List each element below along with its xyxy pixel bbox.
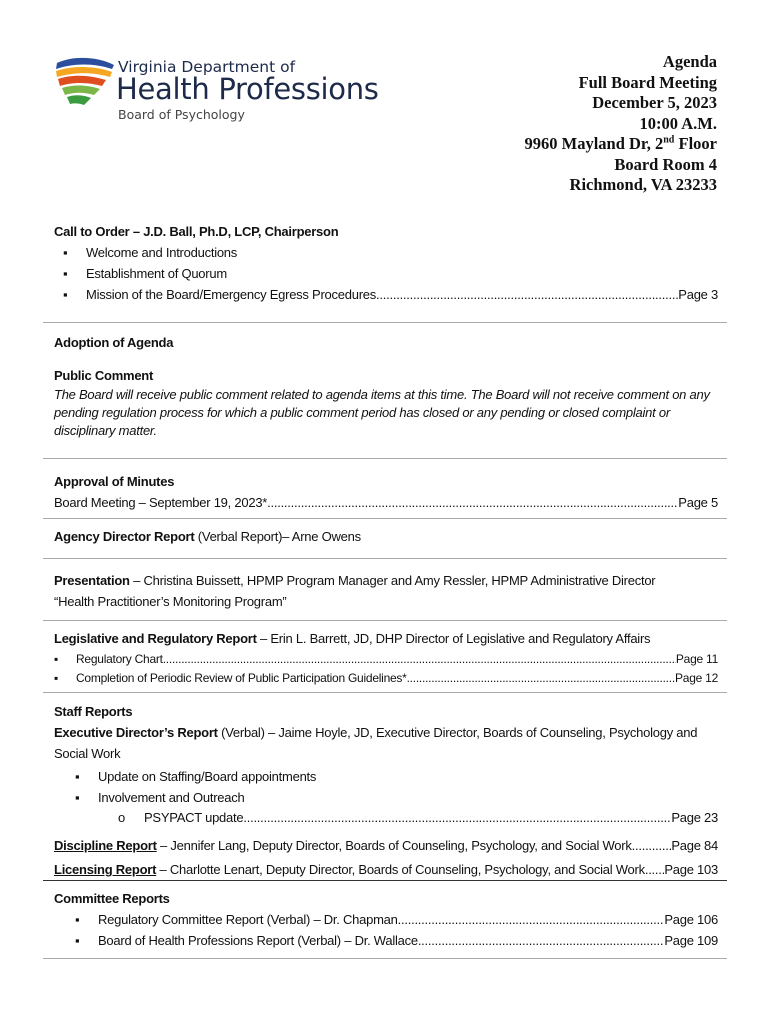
list-item-text: Regulatory Committee Report (Verbal) – Dr. Chapman xyxy=(98,912,398,927)
call-to-order-heading: Call to Order – J.D. Ball, Ph.D, LCP, Chairperson xyxy=(54,224,339,239)
licensing-report-text: – Charlotte Lenart, Deputy Director, Boards of Counseling, Psychology, and Social Work xyxy=(156,862,645,877)
committee-reports-list xyxy=(54,909,718,951)
discipline-report-text: – Jennifer Lang, Deputy Director, Boards of Counseling, Psychology, and Social Work xyxy=(156,838,632,853)
address-floor: Floor xyxy=(674,134,717,153)
meeting-type: Full Board Meeting xyxy=(578,72,717,92)
list-item xyxy=(54,808,718,829)
committee-reports-heading: Committee Reports xyxy=(54,891,170,906)
minutes-item xyxy=(54,492,718,513)
public-comment-text: disciplinary matter. xyxy=(54,423,157,438)
page-reference: Page 84 xyxy=(671,838,718,853)
list-item-text: Involvement and Outreach xyxy=(98,789,245,805)
section-divider xyxy=(43,322,727,323)
list-item: ▪ Board of Health Professions Report (Verbal) – Dr. Wallace ..... Page 109 xyxy=(54,930,718,951)
agency-director-text: (Verbal Report)– Arne Owens xyxy=(194,529,361,544)
logo-line-2: Health Professions xyxy=(116,72,379,106)
section-divider xyxy=(43,558,727,559)
list-item: ▪ Mission of the Board/Emergency Egress Procedures ..... Page 3 xyxy=(54,284,718,305)
committee-reports-section xyxy=(54,888,718,909)
section-divider xyxy=(43,518,727,519)
adoption-section xyxy=(54,332,718,353)
list-item-text: Welcome and Introductions xyxy=(86,245,238,260)
legislative-list xyxy=(54,650,718,688)
dhp-swoosh-icon xyxy=(54,57,116,109)
page-reference: Page 11 xyxy=(675,652,718,666)
meeting-city: Richmond, VA 23233 xyxy=(569,175,717,194)
page-reference: Page 23 xyxy=(671,810,718,825)
agency-director-section xyxy=(54,526,718,547)
section-divider xyxy=(43,458,727,459)
list-item-text: Completion of Periodic Review of Public Participation Guidelines* xyxy=(76,671,407,685)
section-divider xyxy=(43,958,727,959)
discipline-licensing xyxy=(54,834,718,882)
sub-bullet: o xyxy=(118,810,125,825)
list-item-text: Board of Health Professions Report (Verbal) – Dr. Wallace xyxy=(98,933,418,948)
meeting-room: Board Room 4 xyxy=(614,154,717,174)
meeting-address xyxy=(525,134,718,155)
agency-director-label: Agency Director Report xyxy=(54,529,195,544)
list-item: ▪ Regulatory Committee Report (Verbal) – Dr. Chapman ..... Page 106 xyxy=(54,909,718,930)
executive-director-line-2: Social Work xyxy=(54,746,121,761)
list-item: ▪ Welcome and Introductions xyxy=(63,245,238,260)
call-to-order-section xyxy=(54,221,718,305)
adoption-heading: Adoption of Agenda xyxy=(54,335,174,350)
section-divider xyxy=(43,692,727,693)
executive-director-text: (Verbal) – Jaime Hoyle, JD, Executive Director, Boards of Counseling, Psychology and xyxy=(217,725,698,740)
presentation-line xyxy=(54,570,718,591)
public-comment-text: The Board will receive public comment related to agenda items at this time. The Board will not receive comment on any xyxy=(54,387,710,402)
logo-line-1: Virginia Department of xyxy=(118,58,296,76)
staff-reports-section xyxy=(54,701,718,764)
list-item: ▪ Establishment of Quorum xyxy=(63,266,227,281)
minutes-heading: Approval of Minutes xyxy=(54,474,175,489)
executive-director-line xyxy=(54,722,718,743)
list-item: ▪ Regulatory Chart ..... Page 11 xyxy=(54,650,718,669)
address-superscript: nd xyxy=(663,134,675,146)
discipline-report-label: Discipline Report xyxy=(54,838,157,853)
section-divider xyxy=(43,620,727,621)
licensing-report-line xyxy=(54,858,718,882)
dhp-logo xyxy=(54,55,384,130)
discipline-report-line xyxy=(54,834,718,858)
staff-reports-heading: Staff Reports xyxy=(54,704,133,719)
presentation-title: “Health Practitioner’s Monitoring Program” xyxy=(54,594,287,609)
legislative-text: – Erin L. Barrett, JD, DHP Director of Legislative and Regulatory Affairs xyxy=(256,631,651,646)
legislative-section xyxy=(54,628,718,649)
minutes-item-text: Board Meeting – September 19, 2023* xyxy=(54,495,268,510)
public-comment-text: pending regulation process for which a public comment period has closed or any pending or closed complaint or xyxy=(54,405,670,420)
presentation-text: – Christina Buissett, HPMP Program Manager and Amy Ressler, HPMP Administrative Director xyxy=(129,573,656,588)
address-text: 9960 Mayland Dr, 2 xyxy=(524,134,664,153)
public-comment-heading: Public Comment xyxy=(54,368,154,383)
list-item: ▪ Involvement and Outreach xyxy=(75,789,245,805)
list-item-text: Establishment of Quorum xyxy=(86,266,227,281)
page-reference: Page 109 xyxy=(664,933,718,948)
section-divider xyxy=(43,880,727,881)
list-item-text: Mission of the Board/Emergency Egress Procedures xyxy=(86,287,377,302)
page-reference: Page 3 xyxy=(678,287,718,302)
list-item-text: Update on Staffing/Board appointments xyxy=(98,769,317,784)
presentation-label: Presentation xyxy=(54,573,130,588)
list-item: ▪ Update on Staffing/Board appointments xyxy=(75,769,317,784)
agenda-title: Agenda xyxy=(662,52,717,71)
legislative-line xyxy=(54,628,718,649)
minutes-section xyxy=(54,471,718,513)
agency-director-line xyxy=(54,526,718,547)
presentation-section xyxy=(54,570,718,612)
meeting-date: December 5, 2023 xyxy=(592,93,717,112)
page-reference: Page 5 xyxy=(678,495,718,510)
legislative-label: Legislative and Regulatory Report xyxy=(54,631,257,646)
meeting-header xyxy=(525,52,718,196)
list-item: ▪ Completion of Periodic Review of Public Participation Guidelines* ..... Page 12 xyxy=(54,669,718,688)
executive-director-label: Executive Director’s Report xyxy=(54,725,218,740)
meeting-time: 10:00 A.M. xyxy=(639,113,717,133)
logo-line-3: Board of Psychology xyxy=(118,107,245,122)
staff-reports-list xyxy=(54,767,718,829)
list-item-text: Regulatory Chart xyxy=(76,652,163,666)
page-reference: Page 103 xyxy=(664,862,718,877)
public-comment-section xyxy=(54,366,718,440)
page-reference: Page 106 xyxy=(664,912,718,927)
list-item-text: PSYPACT update xyxy=(144,810,244,825)
licensing-report-label: Licensing Report xyxy=(54,862,157,877)
page-reference: Page 12 xyxy=(675,671,718,685)
